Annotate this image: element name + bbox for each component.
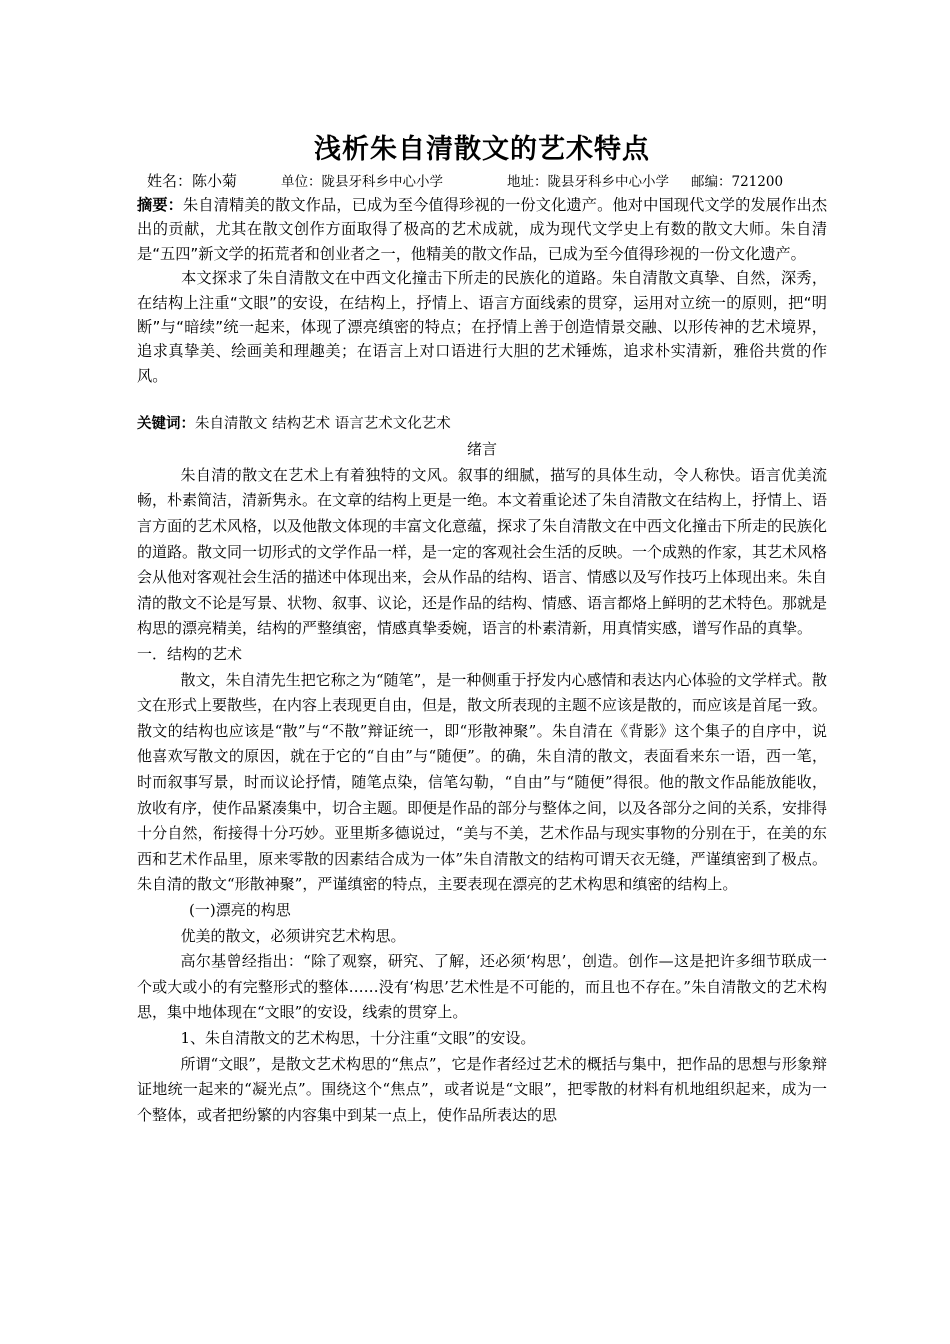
document-title: 浅析朱自清散文的艺术特点	[314, 134, 650, 165]
author-meta	[147, 170, 827, 193]
keywords	[137, 412, 827, 437]
section-1-paragraph: 散文，朱自清先生把它称之为“随笔”，是一种侧重于抒发内心感情和表达内心体验的文学样式。散文在形式上要散些，在内容上表现更自由，但是，散文所表现的主题不应该是散的，而应该是首尾一致。散文的结构也应该是“散”与“不散”辩证统一，即“形散神聚”。朱自清在《背影》这个集子的自序中，说他喜欢写散文的原因，就在于它的“自由”与“随便”。的确，朱自清的散文，表面看来东一语，西一笔，时而叙事写景，时而议论抒情，随笔点染，信笔勾勒，“自由”与“随便”得很。他的散文作品能放能收，放收有序，使作品紧凑集中，切合主题。即便是作品的部分与整体之间，以及各部分之间的关系，安排得十分自然，衔接得十分巧妙。亚里斯多德说过，“美与不美，艺术作品与现实事物的分别在于，在美的东西和艺术作品里，原来零散的因素结合成为一体”朱自清散文的结构可谓天衣无缝，严谨缜密到了极点。朱自清的散文“形散神聚”，严谨缜密的特点，主要表现在漂亮的艺术构思和缜密的结构上。	[137, 670, 828, 894]
section-gap	[137, 388, 827, 412]
abstract-paragraph-1	[137, 193, 827, 266]
subsection-1-heading: (一)漂亮的构思	[189, 900, 291, 919]
subsection-1-paragraph-2: 高尔基曾经指出：“除了观察，研究、了解，还必须‘构思’，创造。创作—这是把许多细节联成一个或大或小的有完整形式的整体……没有‘构思’艺术性是不可能的，而且也不存在。”朱自清散文的艺术构思，集中地体现在“文眼”的安设，线索的贯穿上。	[137, 952, 827, 1022]
abstract-text-1: 朱自清精美的散文作品，已成为至今值得珍视的一份文化遗产。他对中国现代文学的发展作出杰出的贡献，尤其在散文创作方面取得了极高的艺术成就，成为现代文学史上有数的散文大师。朱自清是“五四”新文学的拓荒者和创业者之一，他精美的散文作品，已成为至今值得珍视的一份文化遗产。	[137, 196, 828, 263]
intro-heading: 绪言	[466, 440, 497, 459]
keywords-label: 关键词：	[137, 416, 195, 433]
author-postcode: 邮编：721200	[691, 174, 784, 190]
abstract-paragraph-2: 本文探求了朱自清散文在中西文化撞击下所走的民族化的道路。朱自清散文真挚、自然，深秀，在结构上注重“文眼”的安设，在结构上，抒情上、语言方面线索的贯穿，运用对立统一的原则，把“明断”与“暗续”统一起来，体现了漂亮缜密的特点；在抒情上善于创造情景交融、以形传神的艺术境界，追求真挚美、绘画美和理趣美；在语言上对口语进行大胆的艺术锤炼，追求朴实清新，雅俗共赏的作风。	[137, 269, 827, 385]
author-address: 地址：陇县牙科乡中心小学	[507, 174, 669, 190]
keywords-value: 朱自清散文 结构艺术 语言艺术文化艺术	[195, 416, 451, 433]
author-unit: 单位：陇县牙科乡中心小学	[281, 174, 443, 190]
subsection-1-paragraph-4: 所谓“文眼”，是散文艺术构思的“焦点”，它是作者经过艺术的概括与集中，把作品的思想与形象辩证地统一起来的“凝光点”。围绕这个“焦点”，或者说是“文眼”，把零散的材料有机地组织起来，成为一个整体，或者把纷繁的内容集中到某一点上，使作品所表达的思	[137, 1054, 827, 1124]
document-page	[137, 130, 827, 1128]
section-1-heading: 一．结构的艺术	[137, 645, 243, 663]
intro-paragraph: 朱自清的散文在艺术上有着独特的文风。叙事的细腻，描写的具体生动，令人称快。语言优美流畅，朴素简洁，清新隽永。在文章的结构上更是一绝。本文着重论述了朱自清散文在结构上，抒情上、语言方面的艺术风格，以及他散文体现的丰富文化意蕴，探求了朱自清散文在中西文化撞击下所走的民族化的道路。散文同一切形式的文学作品一样，是一定的客观社会生活的反映。一个成熟的作家，其艺术风格会从他对客观社会生活的描述中体现出来，会从作品的结构、语言、情感以及写作技巧上体现出来。朱自清的散文不论是写景、状物、叙事、议论，还是作品的结构、情感、语言都烙上鲜明的艺术特色。那就是构思的漂亮精美，结构的严整缜密，情感真挚委婉，语言的朴素清新，用真情实感，谱写作品的真挚。	[137, 465, 828, 638]
subsection-1-paragraph-1: 优美的散文，必须讲究艺术构思。	[180, 926, 406, 945]
abstract-label: 摘要：	[137, 196, 184, 214]
subsection-1-paragraph-3: 1、朱自清散文的艺术构思，十分注重“文眼”的安设。	[180, 1028, 536, 1047]
author-name: 姓名：陈小菊	[147, 172, 238, 190]
